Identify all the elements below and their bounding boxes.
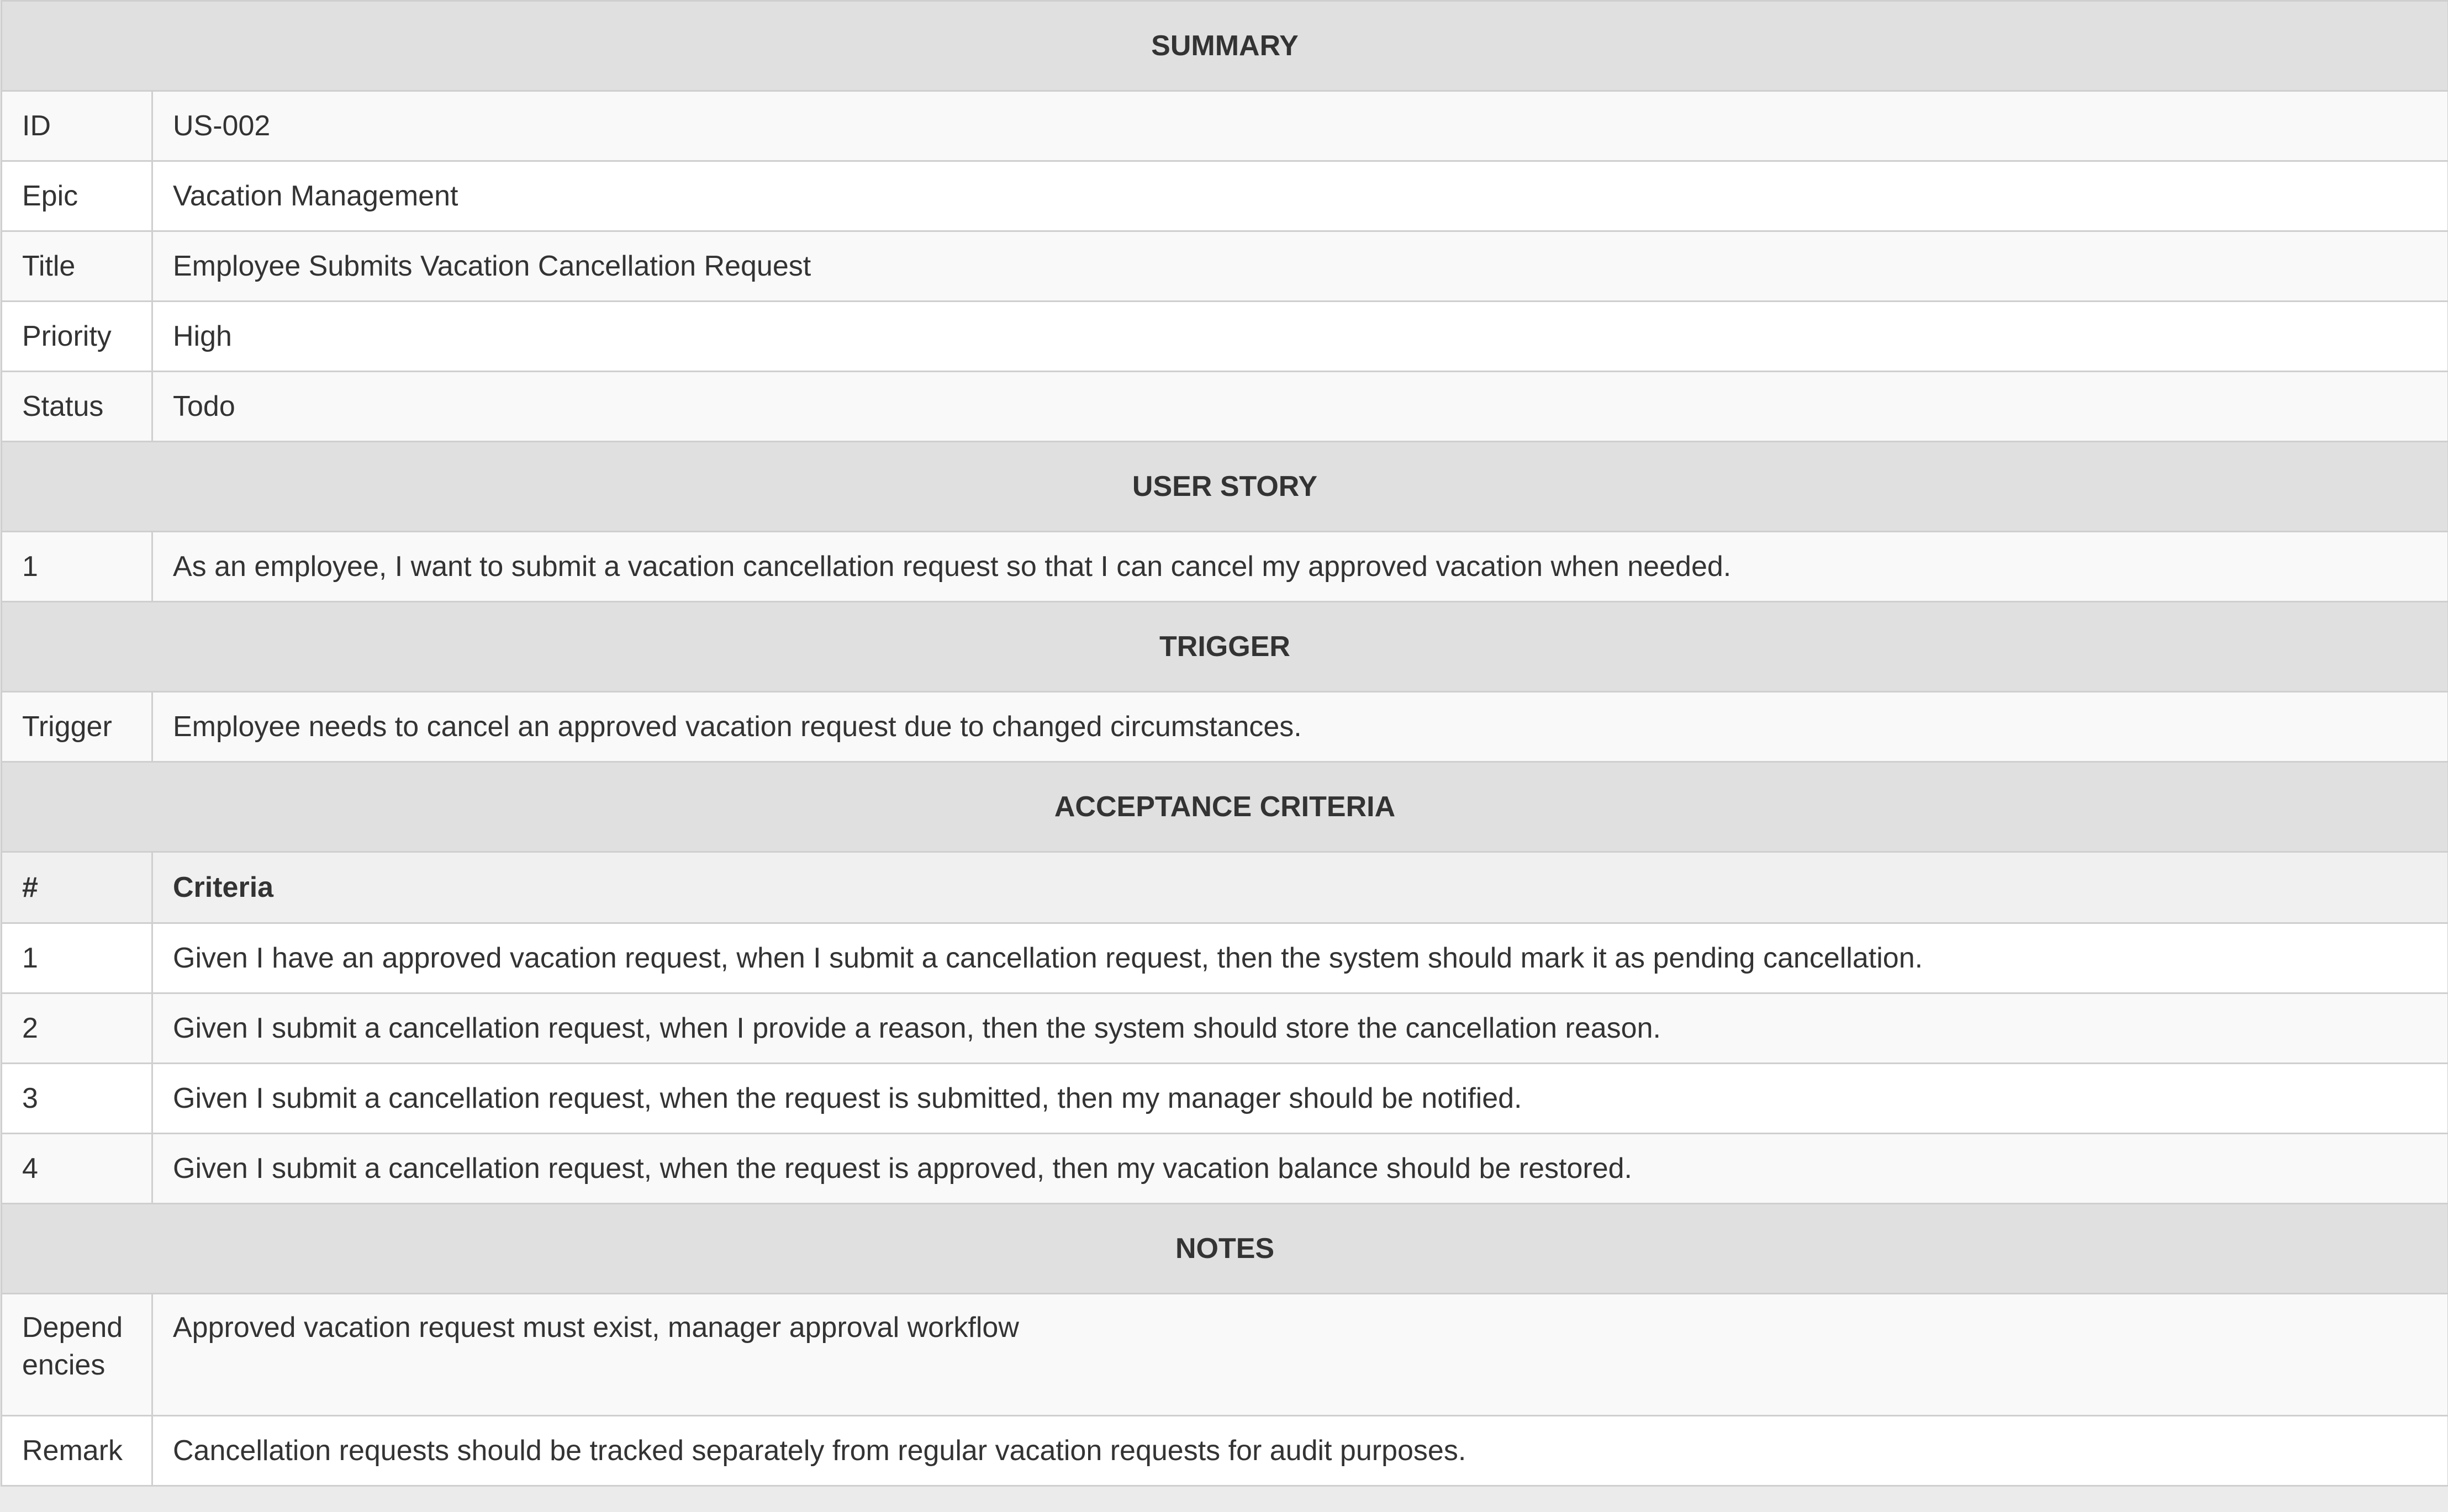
row-value: Todo [152, 372, 2448, 442]
section-header-acceptance-criteria [2, 762, 2448, 852]
table-row [2, 1134, 2448, 1204]
table-row [2, 692, 2448, 762]
row-label: 4 [2, 1134, 152, 1204]
row-value: High [152, 302, 2448, 372]
table-row [2, 1416, 2448, 1486]
table-row [2, 532, 2448, 602]
table-row [2, 923, 2448, 993]
row-value: US-002 [152, 91, 2448, 161]
section-title: SUMMARY [2, 1, 2448, 91]
section-header-summary [2, 1, 2448, 91]
row-label: 2 [2, 993, 152, 1064]
row-label: Title [2, 231, 152, 302]
table-row [2, 161, 2448, 231]
row-value: Employee Submits Vacation Cancellation Request [152, 231, 2448, 302]
row-value: Employee needs to cancel an approved vacation request due to changed circumstances. [152, 692, 2448, 762]
table-row [2, 1064, 2448, 1134]
table-row [2, 91, 2448, 161]
row-label: Priority [2, 302, 152, 372]
column-header-criteria: Criteria [152, 852, 2448, 923]
section-title: TRIGGER [2, 602, 2448, 692]
row-label: Dependencies [2, 1294, 152, 1416]
section-title: NOTES [2, 1204, 2448, 1294]
row-label: 1 [2, 532, 152, 602]
table-row [2, 993, 2448, 1064]
section-header-user-story [2, 442, 2448, 532]
row-label: ID [2, 91, 152, 161]
row-value: Cancellation requests should be tracked separately from regular vacation requests for audit purposes. [152, 1416, 2448, 1486]
table-row [2, 302, 2448, 372]
section-title: ACCEPTANCE CRITERIA [2, 762, 2448, 852]
row-value: Given I have an approved vacation request, when I submit a cancellation request, then the system should mark it as pending cancellation. [152, 923, 2448, 993]
row-label: Remark [2, 1416, 152, 1486]
row-value: Approved vacation request must exist, manager approval workflow [152, 1294, 2448, 1416]
row-value: Given I submit a cancellation request, when the request is submitted, then my manager should be notified. [152, 1064, 2448, 1134]
section-header-notes [2, 1204, 2448, 1294]
row-label: Epic [2, 161, 152, 231]
column-header-number: # [2, 852, 152, 923]
row-label: 1 [2, 923, 152, 993]
table-row [2, 1294, 2448, 1416]
row-value: As an employee, I want to submit a vacation cancellation request so that I can cancel my approved vacation when needed. [152, 532, 2448, 602]
row-label: Status [2, 372, 152, 442]
section-title: USER STORY [2, 442, 2448, 532]
row-value: Given I submit a cancellation request, when the request is approved, then my vacation balance should be restored. [152, 1134, 2448, 1204]
row-value: Given I submit a cancellation request, when I provide a reason, then the system should store the cancellation reason. [152, 993, 2448, 1064]
row-label: Trigger [2, 692, 152, 762]
column-header-row [2, 852, 2448, 923]
table-row [2, 231, 2448, 302]
row-label: 3 [2, 1064, 152, 1134]
user-story-table [1, 0, 2448, 1487]
section-header-trigger [2, 602, 2448, 692]
table-row [2, 372, 2448, 442]
row-value: Vacation Management [152, 161, 2448, 231]
